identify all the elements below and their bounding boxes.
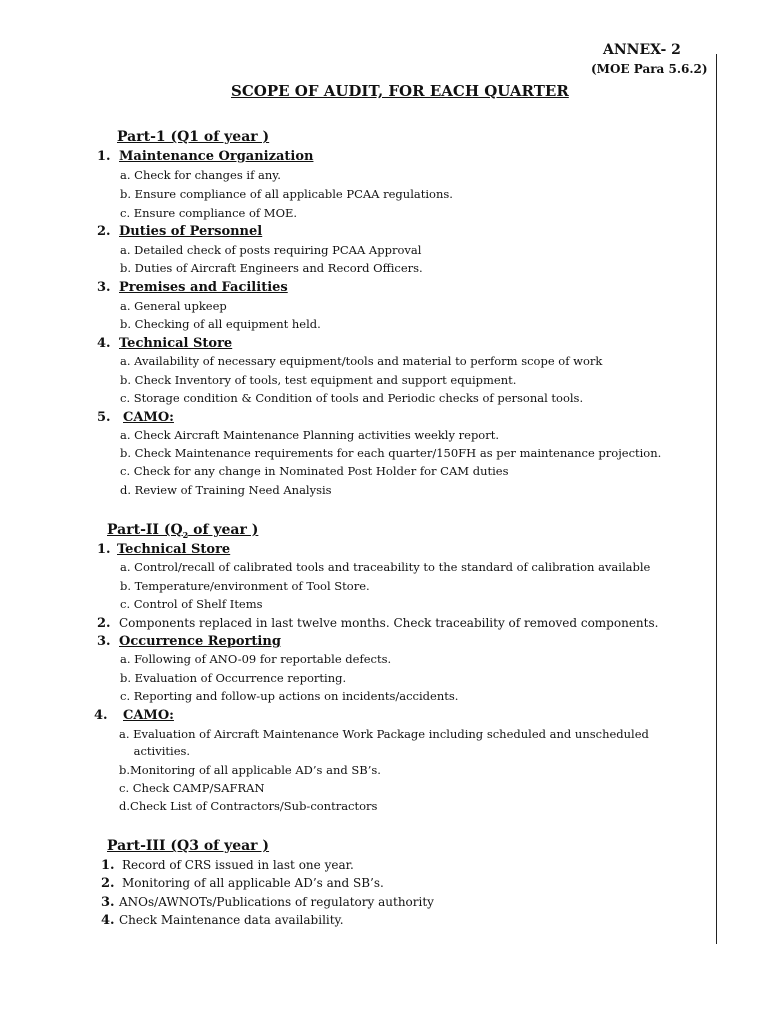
list-item: d.Check List of Contractors/Sub-contractors	[119, 799, 378, 813]
part2-heading: Part-II ($Q_2$ of year )	[107, 522, 259, 540]
list-item: activities.	[119, 744, 191, 758]
list-item: a. Check for changes if any.	[120, 168, 281, 182]
list-item: b. Checking of all equipment held.	[120, 317, 321, 331]
list-item: c. Reporting and follow-up actions on incidents/accidents.	[120, 689, 459, 703]
list-item: a. Detailed check of posts requiring PCAA Approval	[120, 243, 422, 257]
list-item: b. Check Inventory of tools, test equipment and support equipment.	[120, 373, 517, 387]
part1-s1-title: Maintenance Organization	[119, 149, 314, 164]
part2-s3-number: 3.	[97, 634, 111, 649]
part1-s2-number: 2.	[97, 224, 111, 239]
list-item: a. Following of ANO-09 for reportable defects.	[120, 652, 392, 666]
list-item: a. Availability of necessary equipment/tools and material to perform scope of work	[120, 354, 603, 368]
moe-reference: (MOE Para 5.6.2)	[591, 62, 708, 76]
part3-item-text: Monitoring of all applicable AD’s and SB’s.	[122, 876, 384, 890]
annex-label: ANNEX- 2	[603, 42, 681, 58]
part2-s2-text: Components replaced in last twelve months. Check traceability of removed components.	[119, 616, 659, 630]
list-item: a. General upkeep	[120, 299, 227, 313]
part3-item-number: 2.	[101, 876, 115, 891]
part3-item-number: 1.	[101, 858, 115, 873]
part1-heading: Part-1 (Q1 of year )	[117, 129, 270, 145]
part1-s5-title: CAMO:	[123, 410, 174, 425]
page-title: SCOPE OF AUDIT, FOR EACH QUARTER	[231, 82, 569, 100]
part3-item-text: Record of CRS issued in last one year.	[122, 858, 354, 872]
part1-s5-number: 5.	[97, 410, 111, 425]
part3-item-number: 4.	[101, 913, 115, 928]
list-item: b. Ensure compliance of all applicable PCAA regulations.	[120, 187, 453, 201]
part2-s1-number: 1.	[97, 542, 111, 557]
part1-s4-number: 4.	[97, 336, 111, 351]
part2-s2-number: 2.	[97, 616, 111, 631]
part2-s1-title: Technical Store	[117, 542, 231, 557]
part1-s4-title: Technical Store	[119, 336, 233, 351]
part2-s4-number: 4.	[94, 708, 108, 723]
list-item: b. Temperature/environment of Tool Store.	[120, 579, 370, 593]
list-item: a. Evaluation of Aircraft Maintenance Work Package including scheduled and unscheduled	[119, 727, 649, 741]
part1-s1-number: 1.	[97, 149, 111, 164]
list-item: c. Control of Shelf Items	[120, 597, 263, 611]
list-item: b. Evaluation of Occurrence reporting.	[120, 671, 347, 685]
part3-item-text: Check Maintenance data availability.	[119, 913, 344, 927]
part1-s3-number: 3.	[97, 280, 111, 295]
right-margin-line	[716, 54, 717, 944]
part1-s3-title: Premises and Facilities	[119, 280, 288, 295]
part2-s3-title: Occurrence Reporting	[119, 634, 281, 649]
list-item: a. Control/recall of calibrated tools and traceability to the standard of calibration available	[120, 560, 651, 574]
list-item: d. Review of Training Need Analysis	[120, 483, 332, 497]
part2-s4-title: CAMO:	[123, 708, 174, 723]
part1-s2-title: Duties of Personnel	[119, 224, 263, 239]
list-item: b.Monitoring of all applicable AD’s and SB’s.	[119, 763, 381, 777]
list-item: b. Check Maintenance requirements for each quarter/150FH as per maintenance projection.	[120, 446, 662, 460]
list-item: c. Check for any change in Nominated Post Holder for CAM duties	[120, 464, 509, 478]
list-item: a. Check Aircraft Maintenance Planning activities weekly report.	[120, 428, 500, 442]
part3-heading: Part-III (Q3 of year )	[107, 838, 270, 854]
list-item: c. Check CAMP/SAFRAN	[119, 781, 265, 795]
list-item: c. Storage condition & Condition of tools and Periodic checks of personal tools.	[120, 391, 584, 405]
part3-item-text: ANOs/AWNOTs/Publications of regulatory authority	[119, 895, 434, 909]
part3-item-number: 3.	[101, 895, 115, 910]
list-item: c. Ensure compliance of MOE.	[120, 206, 298, 220]
list-item: b. Duties of Aircraft Engineers and Record Officers.	[120, 261, 423, 275]
